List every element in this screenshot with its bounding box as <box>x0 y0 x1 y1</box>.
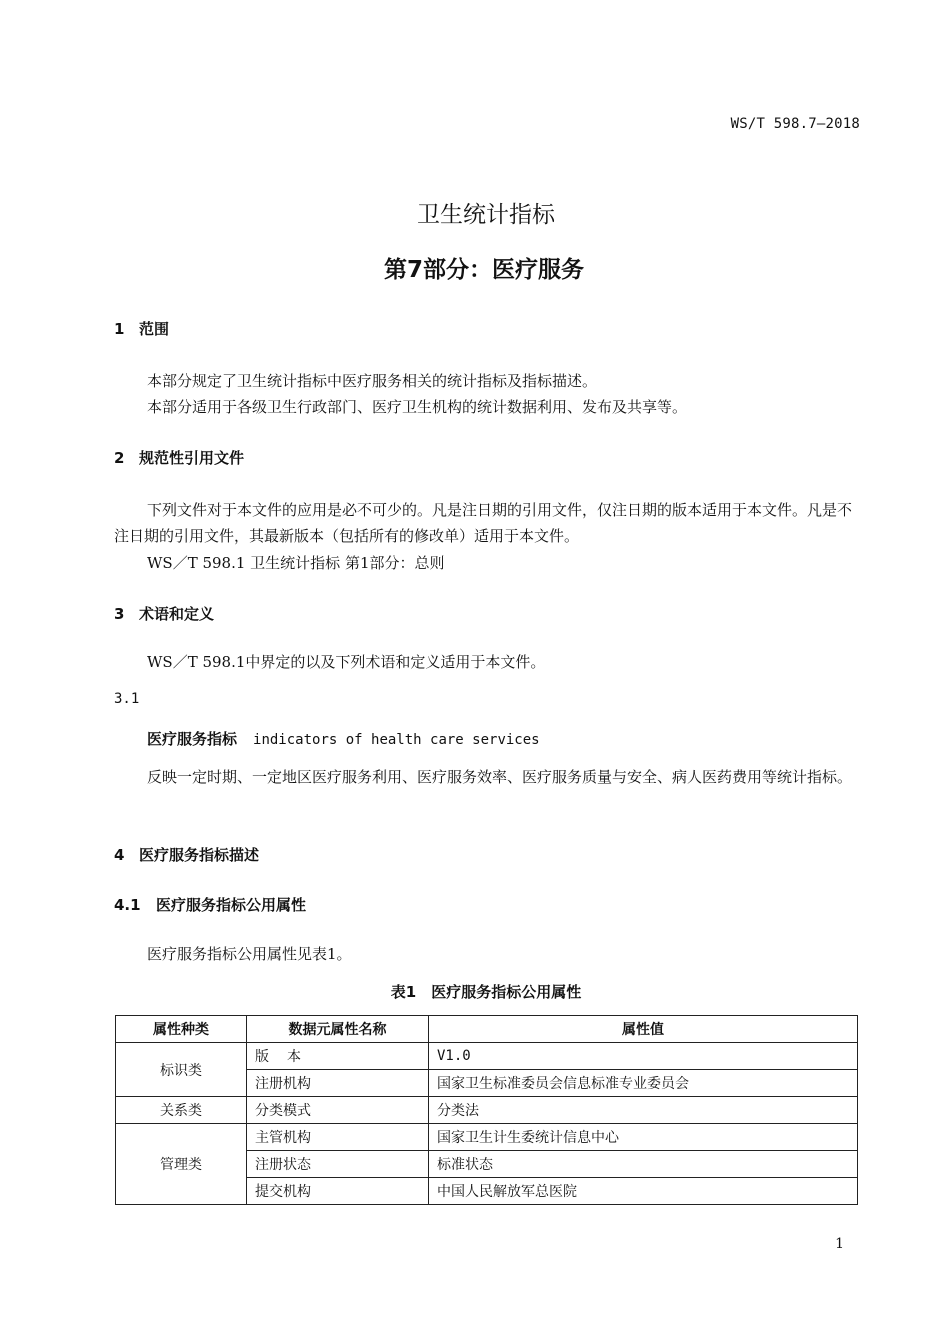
attribute-name-cell: 分类模式 <box>247 1097 429 1124</box>
section-heading-normative-references <box>114 447 244 468</box>
attribute-value-cell: 中国人民解放军总医院 <box>429 1178 858 1205</box>
reference-item: WS／T 598.1 卫生统计指标 第1部分：总则 <box>147 554 445 572</box>
paragraph: 医疗服务指标公用属性见表1。 <box>147 945 352 963</box>
attribute-value-cell: 国家卫生标准委员会信息标准专业委员会 <box>429 1070 858 1097</box>
attribute-value-cell: V1.0 <box>429 1043 858 1070</box>
attribute-value-cell: 分类法 <box>429 1097 858 1124</box>
attribute-name: 版本 <box>255 1049 319 1065</box>
attribute-name-cell: 主管机构 <box>247 1124 429 1151</box>
paragraph: WS／T 598.1中界定的以及下列术语和定义适用于本文件。 <box>147 653 546 671</box>
section-number: 3 <box>114 605 125 623</box>
document-subtitle: 第7部分：医疗服务 <box>383 257 584 283</box>
attribute-value-cell: 标准状态 <box>429 1151 858 1178</box>
paragraph: 下列文件对于本文件的应用是必不可少的。凡是注日期的引用文件，仅注日期的版本适用于本文件。凡是不注日期的引用文件，其最新版本（包括所有的修改单）适用于本文件。 <box>114 501 853 545</box>
table-caption: 表1 医疗服务指标公用属性 <box>390 983 582 1001</box>
attribute-name-cell: 注册机构 <box>247 1070 429 1097</box>
term-entry <box>147 728 540 749</box>
section-number: 2 <box>114 449 125 467</box>
category-cell: 关系类 <box>116 1097 247 1124</box>
section-number: 1 <box>114 320 125 338</box>
document-title: 卫生统计指标 <box>417 202 555 228</box>
table-row <box>116 1124 858 1151</box>
term-definition: 反映一定时期、一定地区医疗服务利用、医疗服务效率、医疗服务质量与安全、病人医药费用等统计指标。 <box>147 768 853 786</box>
subsection-title: 医疗服务指标公用属性 <box>156 896 307 914</box>
page-number: 1 <box>835 1236 844 1252</box>
section-title: 术语和定义 <box>139 605 215 623</box>
subsection-heading-common-attributes <box>114 894 306 915</box>
term-number: 3.1 <box>114 691 140 707</box>
table-row <box>116 1097 858 1124</box>
table-header-row <box>116 1016 858 1043</box>
section-heading-terms-definitions <box>114 603 214 624</box>
category-cell: 管理类 <box>116 1124 247 1205</box>
paragraph: 本部分适用于各级卫生行政部门、医疗卫生机构的统计数据利用、发布及共享等。 <box>147 398 688 416</box>
table-header-cell: 属性种类 <box>116 1016 247 1043</box>
section-title: 规范性引用文件 <box>139 449 245 467</box>
section-number: 4 <box>114 846 125 864</box>
section-heading-indicator-description <box>114 844 259 865</box>
document-code: WS/T 598.7—2018 <box>730 116 860 132</box>
attribute-name-cell <box>247 1043 429 1070</box>
term-chinese: 医疗服务指标 <box>147 730 238 748</box>
subsection-number: 4.1 <box>114 896 141 914</box>
term-english: indicators of health care services <box>253 732 540 748</box>
section-title: 范围 <box>139 320 170 338</box>
table-header-cell: 属性值 <box>429 1016 858 1043</box>
attribute-value-cell: 国家卫生计生委统计信息中心 <box>429 1124 858 1151</box>
section-heading-scope <box>114 318 169 339</box>
table-header-cell: 数据元属性名称 <box>247 1016 429 1043</box>
common-attributes-table <box>115 1015 858 1205</box>
attribute-name-cell: 提交机构 <box>247 1178 429 1205</box>
table-row <box>116 1043 858 1070</box>
category-cell: 标识类 <box>116 1043 247 1097</box>
section-title: 医疗服务指标描述 <box>139 846 260 864</box>
paragraph: 本部分规定了卫生统计指标中医疗服务相关的统计指标及指标描述。 <box>147 372 598 390</box>
attribute-name-cell: 注册状态 <box>247 1151 429 1178</box>
